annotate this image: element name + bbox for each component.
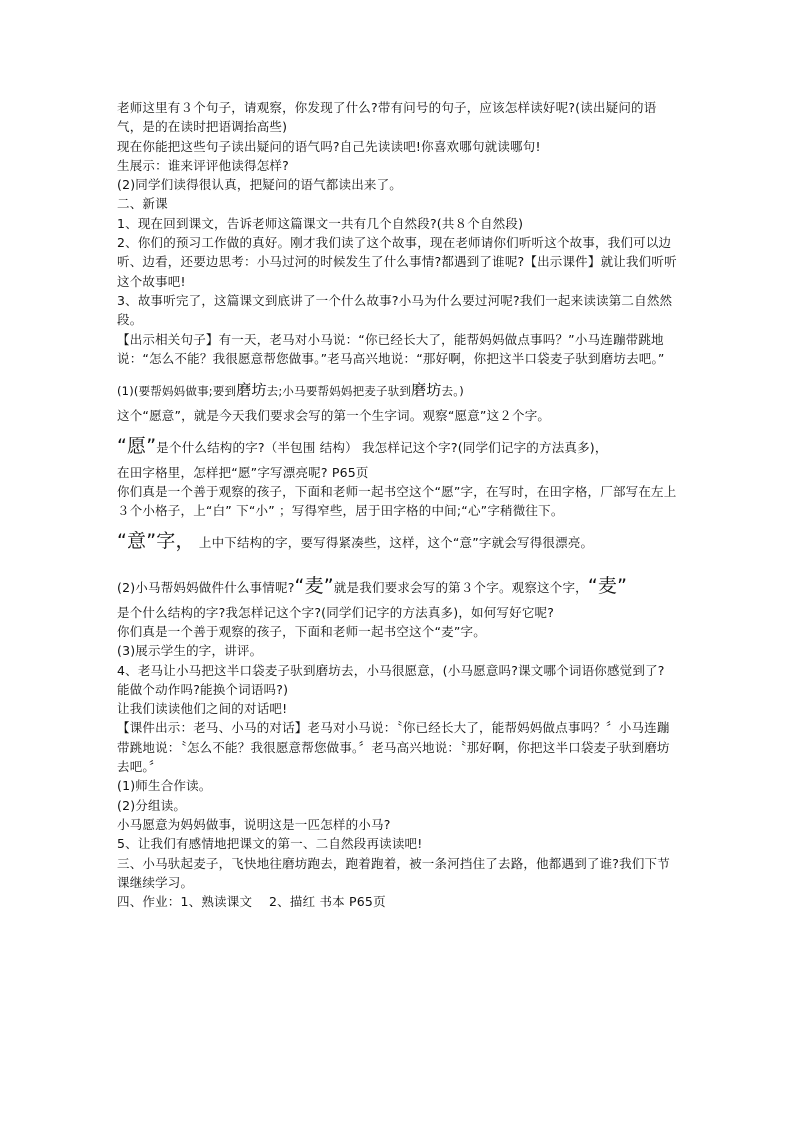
paragraph-step-5: 5、让我们有感情地把课文的第一、二自然段再读读吧!: [117, 836, 423, 852]
paragraph-yuanyi-intro: 这个“愿意”，就是今天我们要求会写的第一个生字词。观察“愿意”这２个字。: [117, 408, 551, 424]
section-heading-homework: 四、作业：1、熟读课文 2、描红 书本 P65页: [117, 894, 386, 910]
paragraph-student-show: 生展示：谁来评评他读得怎样?: [117, 157, 289, 173]
paragraph-group-reading: (2)分组读。: [117, 797, 187, 813]
paragraph-yi-structure: [117, 526, 677, 558]
paragraph-mai-structure: 是个什么结构的字?我怎样记这个字?(同学们记字的方法真多)，如何写好它呢?: [117, 604, 555, 620]
paragraph-mai-intro: [117, 571, 677, 603]
paragraph-pony-question: 小马愿意为妈妈做事，说明这是一匹怎样的小马?: [117, 816, 391, 832]
paragraph-mai-writing: 你们真是一个善于观察的孩子，下面和老师一起书空这个“麦”字。: [117, 623, 486, 639]
mai-intro-part-2: 就是我们要求会写的第３个字。观察这个字，: [333, 579, 588, 595]
paragraph-step-2: 2、你们的预习工作做的真好。刚才我们读了这个故事，现在老师请你们听听这个故事，我们可以边听、边看，还要边思考：小马过河的时候发生了什么事情?都遇到了谁呢?【出示课件】就让我们听听这个故事吧!: [117, 235, 677, 289]
paragraph-yuan-structure: [117, 431, 677, 463]
char-yi-large: “意”字，: [117, 529, 195, 552]
mai-intro-part-1: (2)小马帮妈妈做件什么事情呢?: [117, 579, 295, 595]
paragraph-step-4: 4、老马让小马把这半口袋麦子驮到磨坊去，小马很愿意，(小马愿意吗?课文哪个词语你感觉到了?能做个动作吗?能换个词语吗?): [117, 662, 665, 697]
paragraph-praise: (2)同学们读得很认真，把疑问的语气都读出来了。: [117, 177, 403, 193]
yi-structure-text: 上中下结构的字，要写得紧凑些，这样，这个“意”字就会写得很漂亮。: [198, 534, 594, 550]
paragraph-cooperative-reading: (1)师生合作读。: [117, 778, 212, 794]
section-heading-next-lesson: 三、小马驮起麦子，飞快地往磨坊跑去，跑着跑着，被一条河挡住了去路，他都遇到了谁?我们下节课继续学习。: [117, 855, 670, 890]
note-part-3: 去。): [441, 384, 464, 399]
yuan-structure-text: 是个什么结构的字?（半包围 结构） 我怎样记这个字?(同学们记字的方法真多)，: [156, 439, 608, 455]
section-heading-new-lesson: 二、新课: [117, 196, 168, 212]
char-mai-large-2: “麦”: [587, 574, 628, 597]
paragraph-step-1: 1、现在回到课文，告诉老师这篇课文一共有几个自然段?(共８个自然段): [117, 215, 524, 231]
note-word-mofang-2: 磨坊: [411, 381, 442, 400]
paragraph-yuan-writing: 你们真是一个善于观察的孩子，下面和老师一起书空这个“愿”字，在写时，在田字格，厂部写在左上３个小格子，上“白” 下“小” ；写得窄些，居于田字格的中间;“心”字稍微往下。: [117, 484, 677, 519]
paragraph-yuan-tianzige: 在田字格里，怎样把“愿”字写漂亮呢? P65页: [117, 464, 369, 480]
paragraph-read-dialogue: 让我们读读他们之间的对话吧!: [117, 701, 288, 717]
paragraph-show-students: (3)展示学生的字，讲评。: [117, 643, 263, 659]
note-part-1: (1)(要帮妈妈做事;要到: [117, 384, 237, 399]
paragraph-step-3: 3、故事听完了，这篇课文到底讲了一个什么故事?小马为什么要过河呢?我们一起来读读第二自然然段。: [117, 292, 673, 328]
char-yuan-large: “愿”: [117, 434, 157, 457]
paragraph-question-intro: 老师这里有３个句子，请观察，你发现了什么?带有问号的句子，应该怎样读好呢?(读出疑问的语气，是的在读时把语调抬高些): [117, 100, 657, 135]
paragraph-read-practice: 现在你能把这些句子读出疑问的语气吗?自己先读读吧!你喜欢哪句就读哪句!: [117, 138, 541, 154]
char-mai-large-1: “麦”: [294, 574, 334, 597]
paragraph-courseware-dialogue: 【课件出示：老马、小马的对话】老马对小马说：〝你已经长大了，能帮妈妈做点事吗？〞小马连蹦带跳地说：〝怎么不能？我很愿意帮您做事。〞老马高兴地说：〝那好啊，你把这半口袋麦子驮到磨坊去吧。〞: [117, 720, 670, 775]
note-word-mofang-1: 磨坊: [236, 381, 267, 400]
note-part-2: 去;小马要帮妈妈把麦子驮到: [266, 384, 412, 399]
paragraph-dialogue-quote: 【出示相关句子】有一天，老马对小马说：“你已经长大了，能帮妈妈做点事吗？”小马连蹦带跳地说：“怎么不能？我很愿意帮您做事。”老马高兴地说：“那好啊，你把这半口袋麦子驮到磨坊去吧。”: [117, 331, 665, 366]
lesson-text: [117, 98, 677, 911]
paragraph-mofang-note: [117, 381, 677, 401]
